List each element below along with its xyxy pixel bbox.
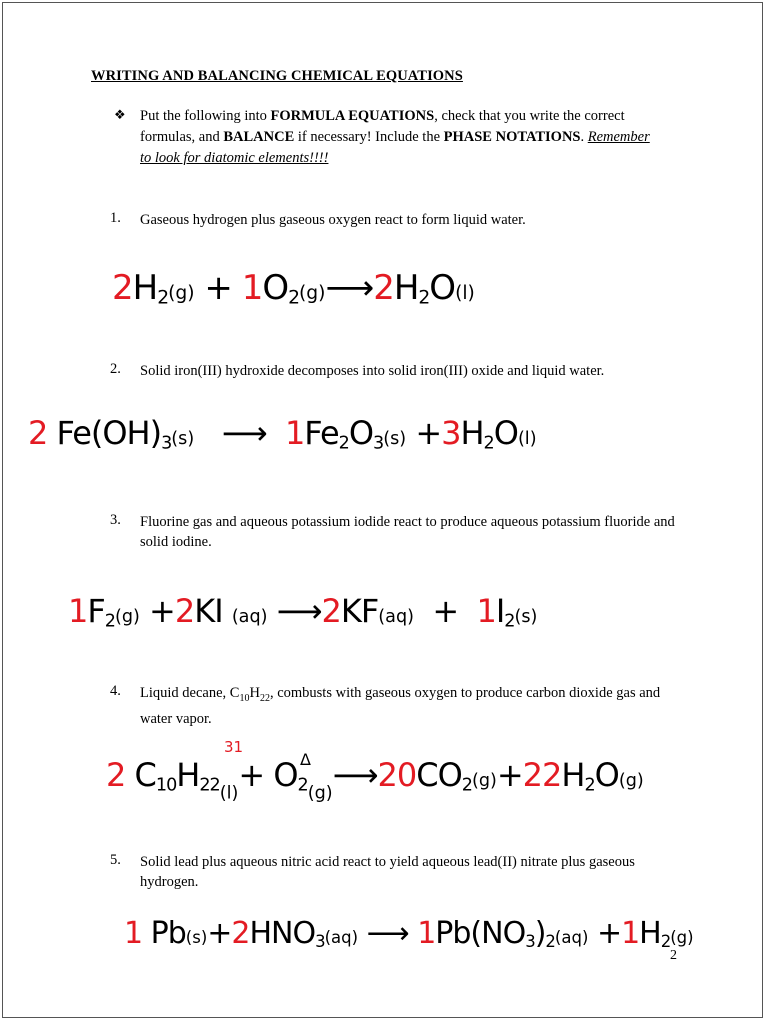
answer-equation-2: 2 $Fe(OH)_3(s)$ ⟶ $1Fe_2O_3(s) +3H_2O(l)$: [28, 414, 537, 454]
answer-equation-3: $1F_2(g) +2KI$ (aq) ⟶2KF(aq) + $1I_2(s)$: [68, 592, 538, 632]
answer-equation-5: 1 $Pb(s)+2HNO_3(aq)$ ⟶ $1Pb(NO_3)_2(aq) +1H_2(g)$: [124, 916, 694, 952]
question-number: 5.: [110, 852, 121, 868]
question-text: Gaseous hydrogen plus gaseous oxygen react to form liquid water.: [140, 212, 526, 228]
answer-equation-1: $2H_2(g)$ + $1O_2(g)⟶2H_2O(l)$: [112, 268, 475, 309]
page-number: 2: [670, 948, 677, 963]
question-text: Liquid decane, $C_{10}H_{22}$, combusts with gaseous oxygen to produce carbon dioxide gas and water vapor.: [140, 685, 661, 727]
oxygen-coefficient-annotation: 31: [224, 738, 244, 756]
question-number: 3.: [110, 512, 121, 528]
question-text: Solid iron(III) hydroxide decomposes into solid iron(III) oxide and liquid water.: [140, 363, 605, 379]
instructions: Put the following into FORMULA EQUATIONS, check that you write the correct formulas, and BALANCE if necessary! Include the PHASE NOTATIONS. Remember to look for diatomic elements!!!!: [140, 108, 650, 166]
question-number: 2.: [110, 361, 121, 377]
page-title: WRITING AND BALANCING CHEMICAL EQUATIONS: [91, 68, 463, 84]
answer-equation-4: 2 $C_{10}H_{22(l)}+$ $O_{2(g)}⟶20CO_2(g)+22H_2O(g)$: [106, 756, 644, 804]
question-text: Fluorine gas and aqueous potassium iodide react to produce aqueous potassium fluoride and solid iodine.: [140, 514, 675, 550]
delta-heat-icon: Δ: [300, 750, 311, 769]
diatomic-reminder: Remember to look for diatomic elements!!!!: [140, 129, 650, 166]
question-number: 1.: [110, 210, 121, 226]
question-number: 4.: [110, 683, 121, 699]
diamond-bullet-icon: ❖: [114, 107, 126, 122]
question-text: Solid lead plus aqueous nitric acid react to yield aqueous lead(II) nitrate plus gaseous hydrogen.: [140, 854, 635, 890]
